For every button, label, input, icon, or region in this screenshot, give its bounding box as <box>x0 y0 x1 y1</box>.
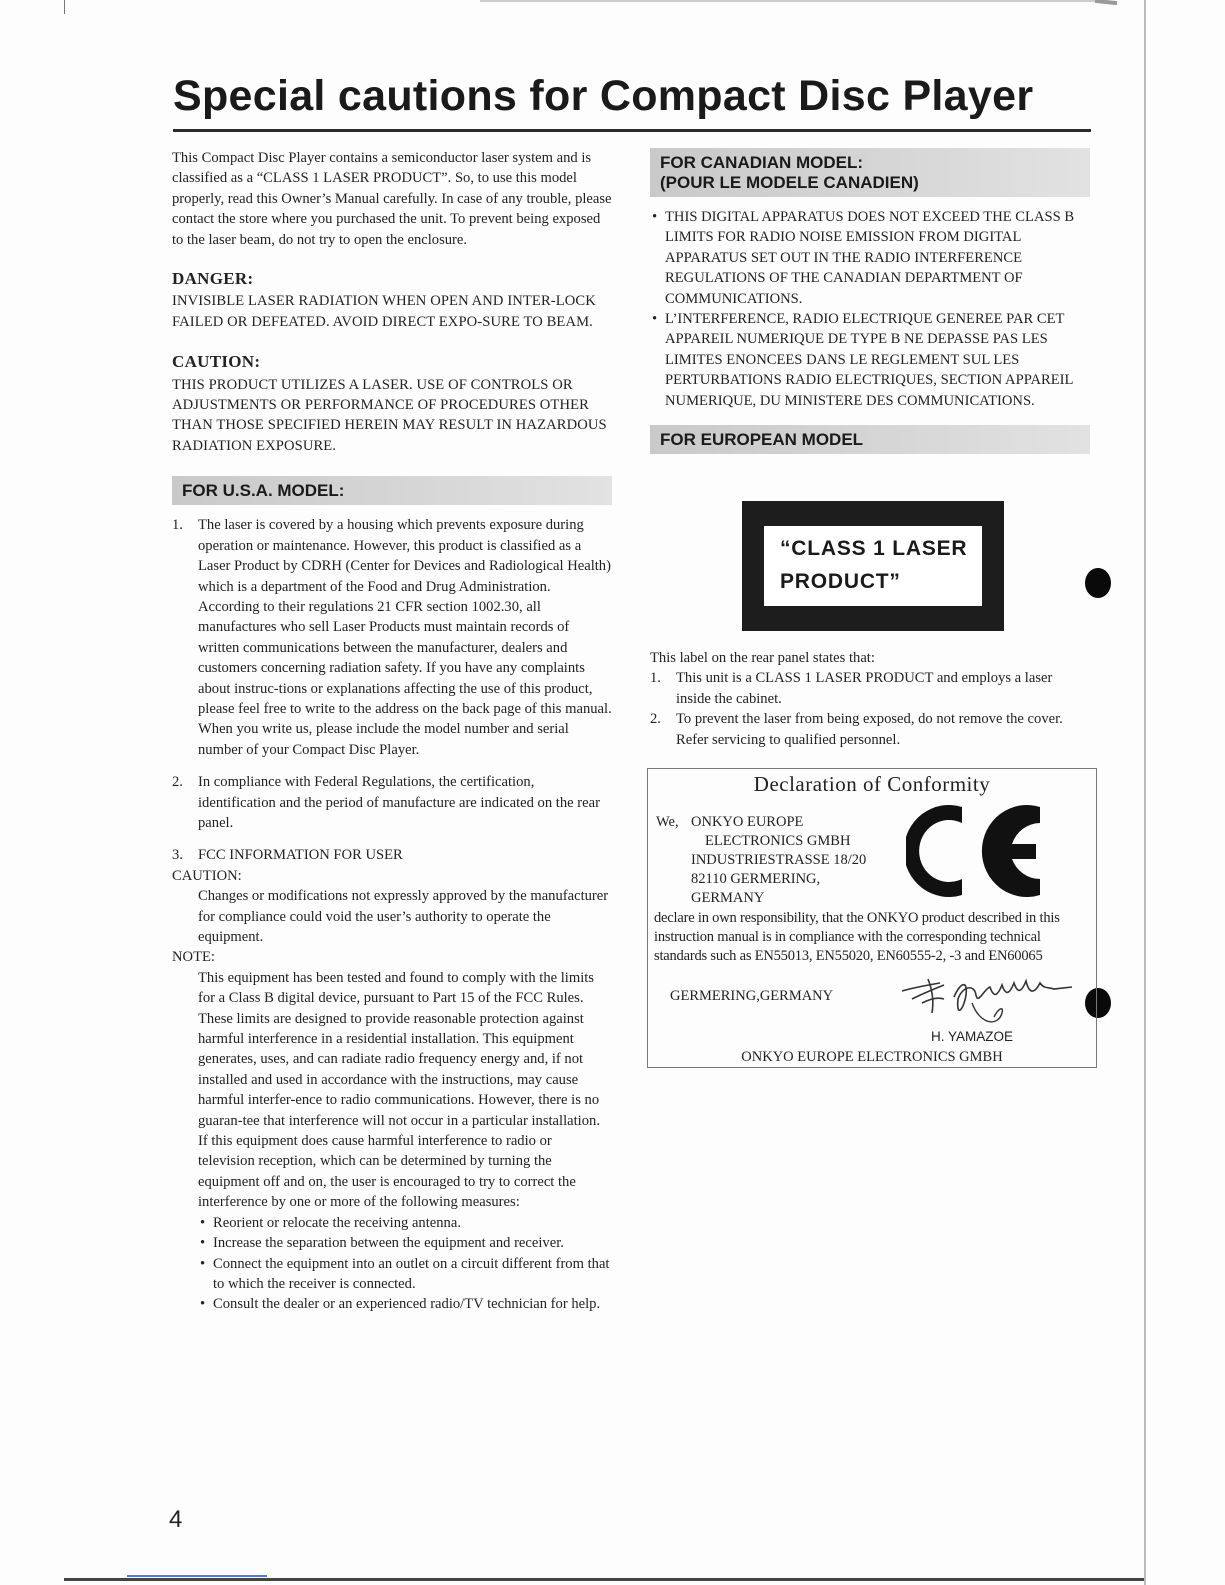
canadian-notice-item: • L’INTERFERENCE, RADIO ELECTRIQUE GENEREE PAR CET APPAREIL NUMERIQUE DE TYPE B NE DEPASSE PAS LES LIMITES ENONCEES DANS LE REGLEMENT SUL LES PERTURBATIONS RADIO ELECTRIQUES, SECTION APPAREIL NUMERIQUE, DU MINISTERE DES COMMUNICATIONS. <box>650 309 1090 411</box>
fcc-measures-list <box>198 1213 612 1315</box>
declaration-place: GERMERING,GERMANY <box>670 988 834 1004</box>
address-line: ELECTRONICS GMBH <box>705 833 851 849</box>
danger-heading: DANGER: <box>172 269 254 289</box>
fcc-caution-label: CAUTION: <box>172 867 242 884</box>
laser-class-label <box>742 501 1004 631</box>
european-item-text: This unit is a CLASS 1 LASER PRODUCT and employs a laser inside the cabinet. <box>676 670 1053 707</box>
fcc-caution-text: Changes or modifications not expressly approved by the manufacturer for compliance could void the user’s authority to operate the equipment. <box>198 888 609 945</box>
declaration-title: Declaration of Conformity <box>753 772 991 796</box>
address-line: INDUSTRIESTRASSE 18/20 <box>691 852 867 868</box>
address-line: GERMANY <box>691 890 765 906</box>
canadian-model-band <box>650 148 1090 197</box>
european-item <box>650 668 1090 709</box>
european-item <box>650 709 1090 750</box>
canadian-notice-list <box>650 207 1090 411</box>
page-edge-right <box>1144 0 1146 1585</box>
left-column <box>172 148 612 1315</box>
canadian-band-line-1: FOR CANADIAN MODEL: <box>660 153 864 172</box>
fcc-measure-item: • Connect the equipment into an outlet on a circuit different from that to which the receiver is connected. <box>198 1254 612 1295</box>
danger-section <box>172 269 612 332</box>
usa-item-number: 2. <box>172 774 183 791</box>
page-edge-mark <box>1095 0 1117 5</box>
caution-section <box>172 352 612 456</box>
usa-item-2 <box>172 772 612 833</box>
declaration-we: We, <box>656 814 679 830</box>
usa-item-1 <box>172 515 612 760</box>
european-intro: This label on the rear panel states that: <box>650 650 875 666</box>
usa-item-text: In compliance with Federal Regulations, the certification, identification and the period of manufacture are indicated on the rear panel. <box>198 774 600 831</box>
declaration-of-conformity <box>647 768 1097 1068</box>
punch-hole <box>1085 568 1111 598</box>
intro-paragraph: This Compact Disc Player contains a semiconductor laser system and is classified as a “CLASS 1 LASER PRODUCT”. So, to use this model properly, read this Owner’s Manual carefully. In case of any trouble, please contact the store where you purchased the unit. To prevent being exposed to the laser beam, do not try to open the enclosure. <box>172 150 612 248</box>
page-number: 4 <box>169 1506 183 1533</box>
usa-item-3-fcc <box>172 845 612 1314</box>
page-edge-bottom-highlight <box>127 1575 267 1577</box>
page-edge-left <box>64 0 65 14</box>
page-edge-top <box>480 0 1100 2</box>
signer-name: H. YAMAZOE <box>931 1029 1014 1044</box>
fcc-title: FCC INFORMATION FOR USER <box>198 847 403 864</box>
usa-model-band: FOR U.S.A. MODEL: <box>172 476 612 505</box>
declaration-company: ONKYO EUROPE ELECTRONICS GMBH <box>741 1049 1003 1065</box>
usa-list <box>172 515 612 1314</box>
european-model-band: FOR EUROPEAN MODEL <box>650 425 1090 454</box>
title-rule <box>173 129 1091 132</box>
laser-label-line-2: PRODUCT” <box>780 570 901 593</box>
caution-heading: CAUTION: <box>172 352 261 372</box>
fcc-note-label: NOTE: <box>172 949 215 966</box>
caution-text: THIS PRODUCT UTILIZES A LASER. USE OF CONTROLS OR ADJUSTMENTS OR PERFORMANCE OF PROCEDURES OTHER THAN THOSE SPECIFIED HEREIN MAY RESULT IN HAZARDOUS RADIATION EXPOSURE. <box>172 376 607 454</box>
fcc-measure-item: • Consult the dealer or an experienced radio/TV technician for help. <box>198 1294 612 1314</box>
ce-mark-icon <box>906 799 1048 903</box>
laser-label-line-1: “CLASS 1 LASER <box>780 537 968 560</box>
usa-item-number: 3. <box>172 847 183 864</box>
declaration-address <box>691 813 866 908</box>
danger-text: INVISIBLE LASER RADIATION WHEN OPEN AND INTER-LOCK FAILED OR DEFEATED. AVOID DIRECT EXPO-SURE TO BEAM. <box>172 293 596 330</box>
european-item-number: 1. <box>650 670 661 687</box>
laser-class-label-text <box>764 526 982 606</box>
address-line: 82110 GERMERING, <box>691 871 821 887</box>
page-title: Special cautions for Compact Disc Player <box>173 72 1034 120</box>
canadian-band-line-2: (POUR LE MODELE CANADIEN) <box>660 173 919 192</box>
address-line: ONKYO EUROPE <box>691 814 804 830</box>
canadian-notice-item: • THIS DIGITAL APPARATUS DOES NOT EXCEED THE CLASS B LIMITS FOR RADIO NOISE EMISSION FROM DIGITAL APPARATUS SET OUT IN THE RADIO INTERFERENCE REGULATIONS OF THE CANADIAN DEPARTMENT OF COMMUNICATIONS. <box>650 207 1090 309</box>
european-list <box>650 668 1090 750</box>
usa-item-number: 1. <box>172 517 183 534</box>
fcc-measure-item: • Increase the separation between the equipment and receiver. <box>198 1233 612 1253</box>
european-item-number: 2. <box>650 711 661 728</box>
right-column <box>650 148 1090 464</box>
european-item-text: To prevent the laser from being exposed, do not remove the cover. Refer servicing to qualified personnel. <box>676 711 1063 748</box>
fcc-measure-item: • Reorient or relocate the receiving antenna. <box>198 1213 612 1233</box>
fcc-note-text: This equipment has been tested and found to comply with the limits for a Class B digital device, pursuant to Part 15 of the FCC Rules. These limits are designed to provide reasonable protection against harmful interference in a residential installation. This equipment generates, uses, and can radiate radio frequency energy and, if not installed and used in accordance with the instructions, may cause harmful interfer-ence to radio communications. However, there is no guaran-tee that interference will not occur in a particular installation. If this equipment does cause harmful interference to radio or television reception, which can be determined by turning the equipment off and on, the user is encouraged to try to correct the interference by one or more of the following measures: <box>198 969 600 1211</box>
european-notes <box>650 648 1090 750</box>
signature-icon <box>898 969 1076 1031</box>
declaration-text: declare in own responsibility, that the ONKYO product described in this instruction manual is in compliance with the corresponding technical standards such as EN55013, EN55020, EN60555-2, -3 and EN60065 <box>654 910 1060 964</box>
usa-item-text: The laser is covered by a housing which prevents exposure during operation or maintenance. However, this product is classified as a Laser Product by CDRH (Center for Devices and Radiological Health) which is a department of the Food and Drug Administration. According to their regulations 21 CFR section 1002.30, all manufactures who sell Laser Products must maintain records of written communications between the manufacturer, dealers and customers concerning radiation safety. If you have any complaints about instruc-tions or explanations affecting the use of this product, please feel free to write to the address on the back page of this manual. When you write us, please include the model number and serial number of your Compact Disc Player. <box>198 517 612 758</box>
page-edge-bottom <box>64 1578 1144 1581</box>
